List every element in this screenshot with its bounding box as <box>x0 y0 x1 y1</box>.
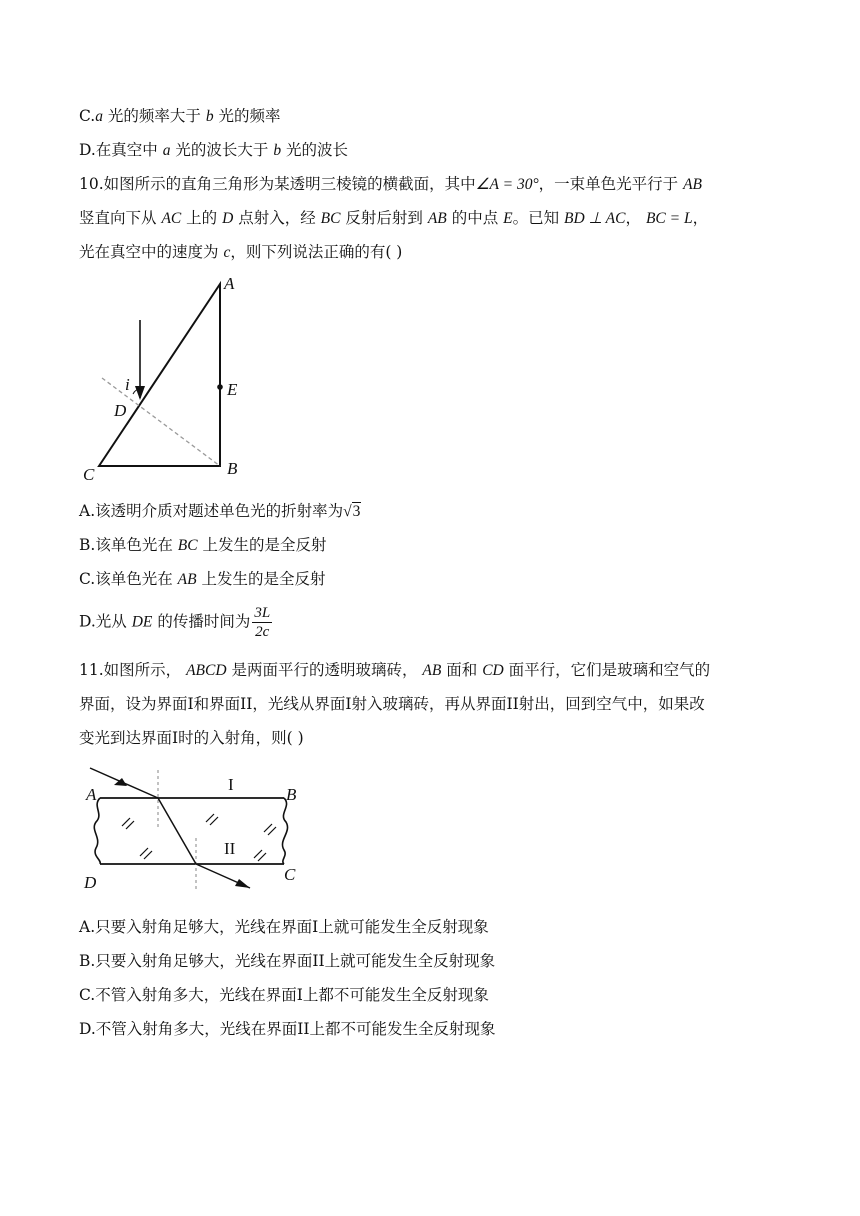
label-interface-i: I <box>228 775 234 794</box>
q11-option-c: C.不管入射角多大，光线在界面I上都不可能发生全反射现象 <box>79 986 489 1004</box>
refracted-ray <box>158 798 196 864</box>
label-c: C <box>284 865 296 884</box>
label-a: A <box>86 785 97 804</box>
q11-stem-line-2: 界面，设为界面I和界面II，光线从界面I射入玻璃砖，再从界面II射出，回到空气中，如果改 <box>79 695 705 713</box>
label-interface-ii: II <box>224 839 236 858</box>
left-broken-edge <box>94 798 100 864</box>
q11-stem-line-1: 11.如图所示， ABCD 是两面平行的透明玻璃砖， AB 面和 CD 面平行，它们是玻璃和空气的 <box>79 661 711 679</box>
q10-option-b: B.该单色光在 BC 上发生的是全反射 <box>79 536 327 554</box>
label-b: B <box>286 785 297 804</box>
fraction: $\frac{3L}{2c}$ <box>254 605 271 640</box>
q10-option-d: D.光从 DE 的传播时间为 $\frac{3L}{2c}$ <box>79 605 271 640</box>
q10-stem-line-2: 竖直向下从 AC 上的 D 点射入，经 BC 反射后射到 AB 的中点 E。已知 BD ⊥ AC， BC = L， <box>79 209 709 227</box>
glass-hatch-marks <box>122 814 276 861</box>
triangle-outline <box>99 284 220 466</box>
label-d: D <box>114 401 127 420</box>
q11-option-d: D.不管入射角多大，光线在界面II上都不可能发生全反射现象 <box>79 1020 496 1038</box>
label-e: E <box>227 380 238 399</box>
label-a: A <box>224 274 235 293</box>
q10-stem-line-1: 10.如图所示的直角三角形为某透明三棱镜的横截面，其中∠A = 30°，一束单色光平行于 AB <box>79 175 703 193</box>
q11-option-b: B.只要入射角足够大，光线在界面II上就可能发生全反射现象 <box>79 952 496 970</box>
right-broken-edge <box>282 798 287 864</box>
q10-option-a: A.该透明介质对题述单色光的折射率为√3 <box>79 502 361 520</box>
arrow-head-icon <box>235 879 250 888</box>
label-d: D <box>84 873 97 892</box>
point-e-dot <box>217 384 223 390</box>
prism-triangle-diagram <box>78 270 258 490</box>
sqrt-icon: √3 <box>343 503 361 520</box>
glass-slab-diagram <box>78 760 308 900</box>
q11-option-a: A.只要入射角足够大，光线在界面I上就可能发生全反射现象 <box>79 918 489 936</box>
q9-option-d: D.在真空中 a 光的波长大于 b 光的波长 <box>79 141 349 159</box>
q10-option-c: C.该单色光在 AB 上发生的是全反射 <box>79 570 326 588</box>
label-c: C <box>83 465 95 484</box>
normal-dashed-line <box>102 378 220 466</box>
label-i: i <box>125 375 130 394</box>
label-b: B <box>227 459 238 478</box>
q10-stem-line-3: 光在真空中的速度为 c，则下列说法正确的有( ) <box>79 243 403 261</box>
q9-option-c: C.a 光的频率大于 b 光的频率 <box>79 107 281 125</box>
q11-stem-line-3: 变光到达界面I时的入射角，则( ) <box>79 729 304 747</box>
